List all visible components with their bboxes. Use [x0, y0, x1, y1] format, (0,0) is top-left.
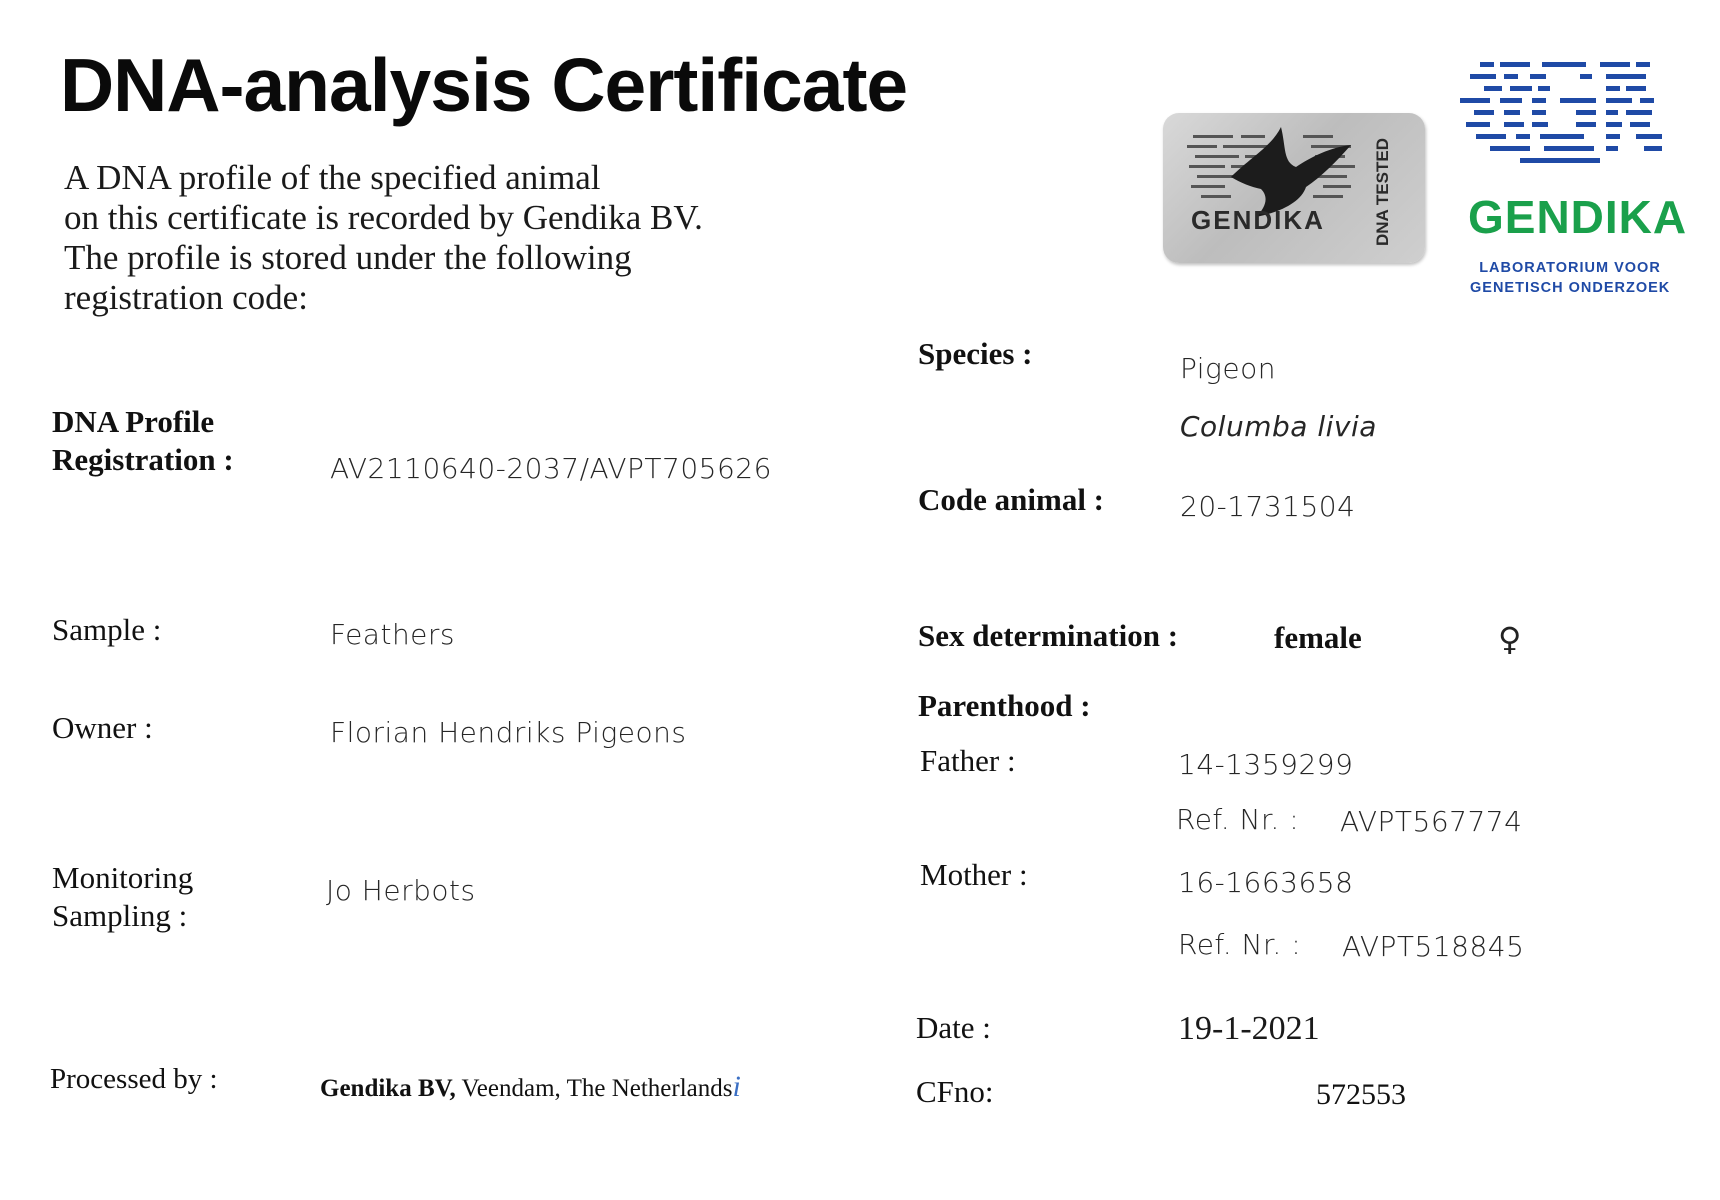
- mother-label: Mother :: [920, 857, 1028, 892]
- sex-value: female: [1274, 620, 1362, 655]
- date-value: 19-1-2021: [1178, 1010, 1320, 1047]
- dna-tested-seal: [1163, 113, 1425, 263]
- father-value: 14-1359299: [1178, 748, 1354, 781]
- registration-label-line1: DNA Profile: [52, 404, 215, 439]
- processed-value: [320, 1070, 741, 1104]
- processed-location: Veendam, The Netherlands: [455, 1075, 733, 1102]
- father-ref-value: AVPT567774: [1340, 805, 1523, 838]
- logo-subtitle-line: GENETISCH ONDERZOEK: [1470, 280, 1671, 296]
- monitoring-label-line1: Monitoring: [52, 860, 194, 895]
- intro-line: on this certificate is recorded by Gendika BV.: [64, 198, 703, 237]
- father-ref-label: Ref. Nr. :: [1176, 803, 1300, 836]
- gendika-logo-text: GENDIKA: [1468, 191, 1688, 243]
- gendika-logo-icon: [1460, 60, 1670, 180]
- monitoring-label-line2: Sampling :: [52, 898, 188, 933]
- cfno-label: CFno:: [916, 1074, 994, 1109]
- parenthood-label: Parenthood :: [918, 688, 1091, 723]
- certificate-title: DNA-analysis Certificate: [60, 43, 908, 127]
- species-label: Species :: [918, 336, 1033, 371]
- sample-label: Sample :: [52, 612, 162, 647]
- code-animal-value: 20-1731504: [1180, 490, 1356, 523]
- logo-subtitle-line: LABORATORIUM VOOR: [1479, 260, 1661, 276]
- owner-label: Owner :: [52, 710, 153, 745]
- processed-company: Gendika BV,: [320, 1075, 456, 1102]
- intro-line: A DNA profile of the specified animal: [64, 158, 601, 197]
- father-label: Father :: [920, 743, 1016, 778]
- sample-value: Feathers: [330, 618, 456, 651]
- species-value: Pigeon: [1180, 352, 1276, 385]
- intro-line: The profile is stored under the following: [64, 238, 632, 277]
- signature-mark: i: [732, 1070, 741, 1103]
- mother-ref-value: AVPT518845: [1342, 930, 1525, 963]
- code-animal-label: Code animal :: [918, 482, 1104, 517]
- intro-paragraph: [64, 158, 703, 318]
- owner-value: Florian Hendriks Pigeons: [330, 716, 687, 749]
- processed-label: Processed by :: [50, 1063, 218, 1095]
- intro-line: registration code:: [64, 278, 308, 317]
- registration-value: AV2110640-2037/AVPT705626: [330, 452, 772, 485]
- female-symbol-icon: ♀: [1498, 620, 1522, 658]
- registration-label-line2: Registration :: [52, 442, 234, 477]
- monitoring-value: Jo Herbots: [326, 874, 476, 907]
- species-latin-name: Columba livia: [1180, 410, 1377, 443]
- mother-ref-label: Ref. Nr. :: [1178, 928, 1302, 961]
- date-label: Date :: [916, 1010, 991, 1045]
- mother-value: 16-1663658: [1178, 866, 1354, 899]
- seal-brand-text: GENDIKA: [1191, 205, 1325, 235]
- gendika-logo-subtitle: [1470, 258, 1670, 298]
- seal-side-text: DNA TESTED: [1373, 138, 1392, 246]
- cfno-value: 572553: [1316, 1078, 1406, 1111]
- sex-determination-label: Sex determination :: [918, 618, 1179, 653]
